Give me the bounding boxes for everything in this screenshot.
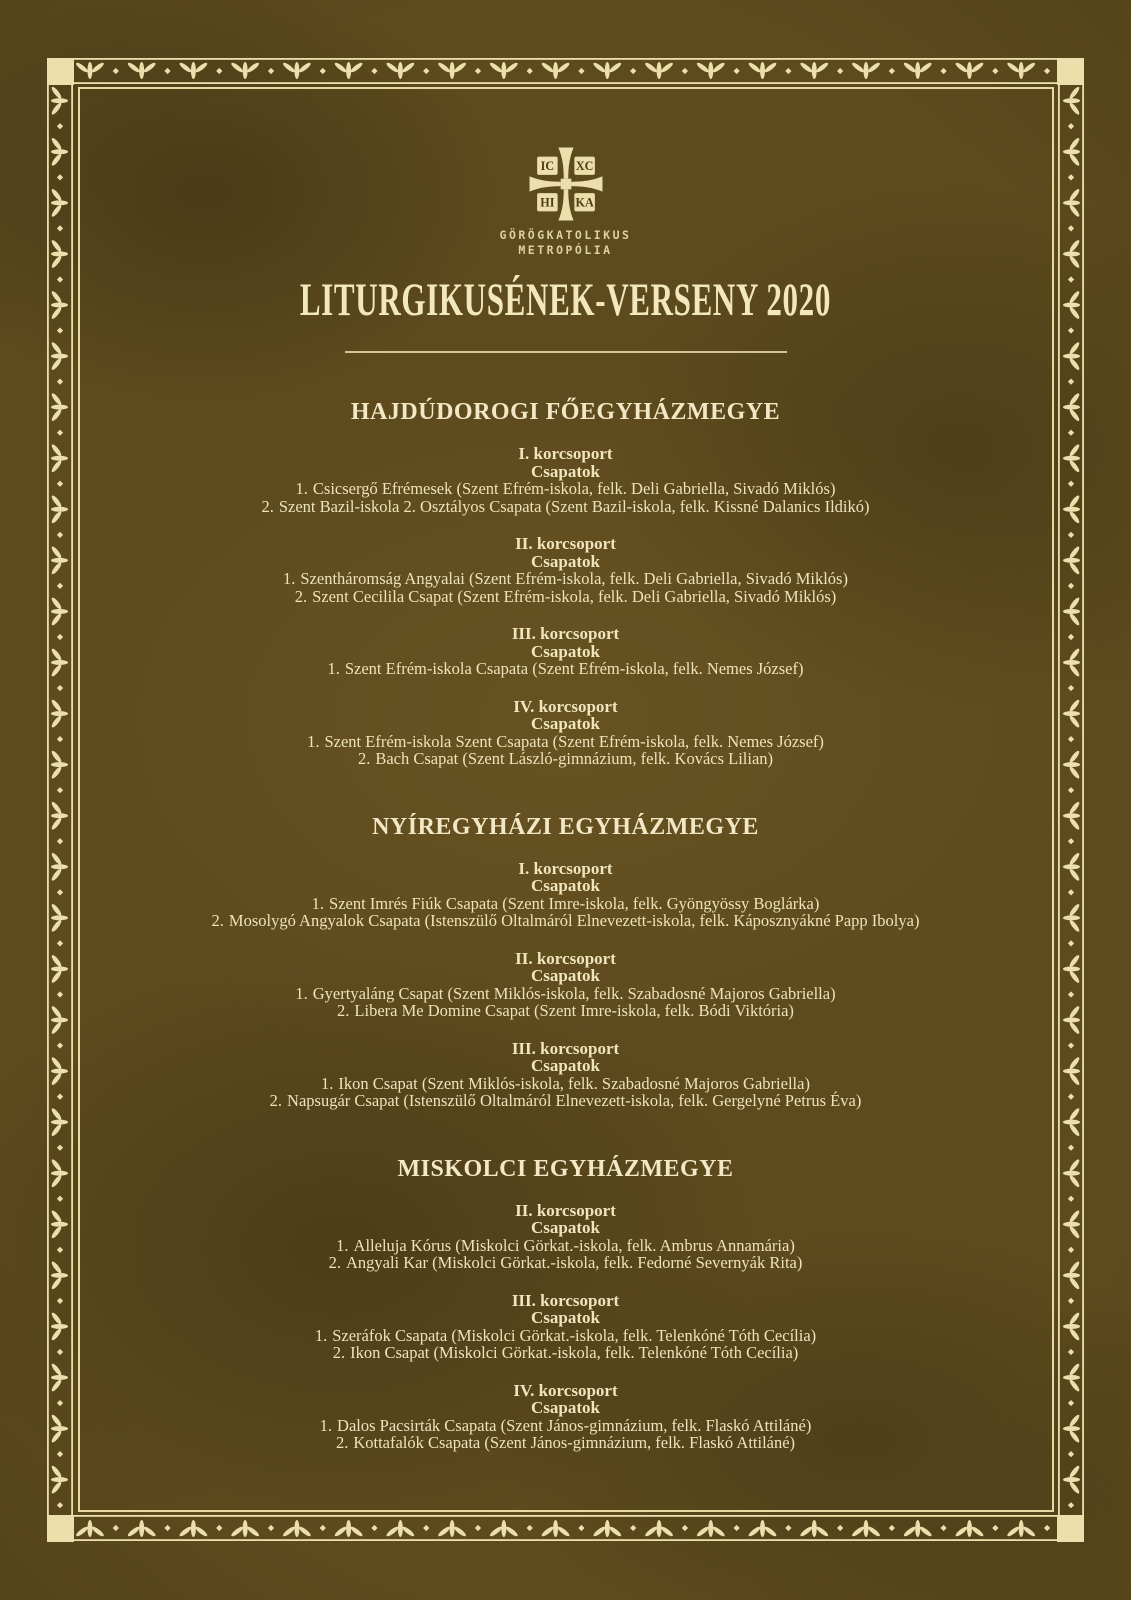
cross-letter-ka: KA xyxy=(575,195,594,210)
team-item xyxy=(0,1327,1131,1345)
age-group-label: II. korcsoport xyxy=(515,1200,616,1220)
team-number: 1. xyxy=(321,1073,334,1093)
diocese-title: NYÍREGYHÁZI EGYHÁZMEGYE xyxy=(372,813,759,840)
cross-letter-ic: IC xyxy=(540,158,554,173)
team-list xyxy=(0,480,1131,515)
age-group-block xyxy=(0,860,1131,930)
team-item xyxy=(0,1092,1131,1110)
team-item xyxy=(0,895,1131,913)
teams-label: Csapatok xyxy=(531,714,600,733)
team-item xyxy=(0,912,1131,930)
team-text: Szentháromság Angyalai (Szent Efrém-iskola, felk. Deli Gabriella, Sivadó Miklós) xyxy=(300,569,848,588)
team-text: Kottafalók Csapata (Szent János-gimnázium, felk. Flaskó Attiláné) xyxy=(353,1433,796,1452)
title-divider xyxy=(345,351,787,353)
team-list xyxy=(0,660,1131,678)
team-text: Alleluja Kórus (Miskolci Görkat.-iskola, felk. Ambrus Annamária) xyxy=(353,1235,795,1255)
groups-container xyxy=(0,860,1131,1110)
teams-label: Csapatok xyxy=(531,966,600,985)
org-name-line1: GÖRÖGKATOLIKUS xyxy=(499,228,632,242)
team-number: 1. xyxy=(311,893,325,913)
age-group-label: II. korcsoport xyxy=(515,534,616,553)
age-group-block xyxy=(0,535,1131,605)
age-group-block xyxy=(0,698,1131,768)
page-title-text: LITURGIKUSÉNEK-VERSENY 2020 xyxy=(299,274,832,326)
team-text: Angyali Kar (Miskolci Görkat.-iskola, felk. Fedorné Severnyák Rita) xyxy=(345,1253,803,1272)
teams-label: Csapatok xyxy=(531,1218,600,1237)
team-number: 2. xyxy=(211,911,224,930)
team-text: Dalos Pacsirták Csapata (Szent János-gimnázium, felk. Flaskó Attiláné) xyxy=(337,1415,812,1435)
team-item xyxy=(0,660,1131,678)
team-text: Gyertyaláng Csapat (Szent Miklós-iskola, felk. Szabadosné Majoros Gabriella) xyxy=(312,983,836,1003)
team-number: 1. xyxy=(295,983,308,1003)
team-item xyxy=(0,498,1131,516)
team-text: Szent Efrém-iskola Szent Csapata (Szent Efrém-iskola, felk. Nemes József) xyxy=(324,731,824,751)
cross-letter-ni: HI xyxy=(539,195,554,210)
age-group-block xyxy=(0,445,1131,515)
age-group-block xyxy=(0,1202,1131,1272)
team-list xyxy=(0,1327,1131,1362)
team-number: 2. xyxy=(332,1343,346,1362)
team-list xyxy=(0,733,1131,768)
age-group-label: I. korcsoport xyxy=(518,858,613,878)
cross-letter-xc: XC xyxy=(575,158,593,173)
age-group-block xyxy=(0,1292,1131,1362)
team-item xyxy=(0,733,1131,751)
team-item xyxy=(0,480,1131,498)
groups-container xyxy=(0,1202,1131,1452)
age-group-block xyxy=(0,950,1131,1020)
team-number: 1. xyxy=(314,1325,328,1345)
team-number: 2. xyxy=(269,1091,283,1110)
team-item xyxy=(0,1002,1131,1020)
team-text: Napsugár Csapat (Istenszülő Oltalmáról Elnevezett-iskola, felk. Gergelyné Petrus Éva) xyxy=(287,1091,862,1110)
team-number: 1. xyxy=(319,1415,333,1435)
teams-label: Csapatok xyxy=(531,1056,600,1075)
age-group-block xyxy=(0,625,1131,678)
ic-xc-nika-cross-icon xyxy=(525,146,607,222)
age-group-label: III. korcsoport xyxy=(511,1290,620,1310)
team-list xyxy=(0,1417,1131,1452)
team-text: Libera Me Domine Csapat (Szent Imre-iskola, felk. Bódi Viktória) xyxy=(354,1001,794,1020)
team-item xyxy=(0,1075,1131,1093)
border-corner-bottom-right xyxy=(1057,1515,1084,1542)
team-list xyxy=(0,1237,1131,1272)
team-list xyxy=(0,570,1131,605)
age-group-label: III. korcsoport xyxy=(511,624,620,643)
team-number: 2. xyxy=(294,586,308,606)
groups-container xyxy=(0,445,1131,768)
age-group-block xyxy=(0,1382,1131,1452)
diocese-section xyxy=(0,399,1131,768)
teams-label: Csapatok xyxy=(531,641,600,661)
team-number: 1. xyxy=(336,1235,349,1255)
team-text: Bach Csapat (Szent László-gimnázium, felk. Kovács Lilian) xyxy=(375,749,774,768)
diocese-section xyxy=(0,814,1131,1110)
team-number: 1. xyxy=(295,479,308,498)
team-item xyxy=(0,1344,1131,1362)
team-item xyxy=(0,1417,1131,1435)
team-text: Mosolygó Angyalok Csapata (Istenszülő Oltalmáról Elnevezett-iskola, felk. Káposznyákné Papp Ibolya) xyxy=(228,911,920,930)
team-text: Szent Efrém-iskola Csapata (Szent Efrém-iskola, felk. Nemes József) xyxy=(344,659,804,678)
team-number: 1. xyxy=(307,731,320,751)
teams-label: Csapatok xyxy=(531,461,600,481)
team-list xyxy=(0,1075,1131,1110)
team-item xyxy=(0,985,1131,1003)
team-number: 2. xyxy=(328,1253,341,1272)
team-item xyxy=(0,1434,1131,1452)
logo xyxy=(0,146,1131,257)
team-number: 2. xyxy=(261,496,274,516)
age-group-label: I. korcsoport xyxy=(518,444,613,463)
age-group-label: IV. korcsoport xyxy=(513,696,618,716)
team-item xyxy=(0,570,1131,588)
team-text: Ikon Csapat (Miskolci Görkat.-iskola, felk. Telenkóné Tóth Cecília) xyxy=(350,1343,799,1362)
age-group-label: III. korcsoport xyxy=(511,1038,620,1058)
diocese-title: HAJDÚDOROGI FŐEGYHÁZMEGYE xyxy=(350,399,781,425)
team-number: 2. xyxy=(335,1433,349,1452)
teams-label: Csapatok xyxy=(531,1398,600,1417)
teams-label: Csapatok xyxy=(531,551,600,571)
team-number: 1. xyxy=(283,569,296,588)
teams-label: Csapatok xyxy=(531,1308,600,1327)
team-number: 1. xyxy=(327,659,340,678)
diocese-section xyxy=(0,1156,1131,1452)
org-name-line2: METROPÓLIA xyxy=(518,243,613,257)
team-text: Szent Imrés Fiúk Csapata (Szent Imre-iskola, felk. Gyöngyössy Boglárka) xyxy=(329,893,820,913)
team-text: Szeráfok Csapata (Miskolci Görkat.-iskola, felk. Telenkóné Tóth Cecília) xyxy=(332,1325,817,1345)
age-group-block xyxy=(0,1040,1131,1110)
age-group-label: IV. korcsoport xyxy=(513,1380,618,1400)
team-text: Ikon Csapat (Szent Miklós-iskola, felk. Szabadosné Majoros Gabriella) xyxy=(338,1073,810,1093)
border-corner-bottom-left xyxy=(47,1515,74,1542)
team-text: Szent Cecilila Csapat (Szent Efrém-iskola, felk. Deli Gabriella, Sivadó Miklós) xyxy=(312,586,837,606)
team-number: 2. xyxy=(337,1001,350,1020)
border-bottom-ornament xyxy=(74,1515,1057,1541)
team-list xyxy=(0,895,1131,930)
team-number: 2. xyxy=(357,749,371,768)
team-item xyxy=(0,588,1131,606)
team-item xyxy=(0,750,1131,768)
age-group-label: II. korcsoport xyxy=(515,948,616,968)
page-title xyxy=(0,274,1131,326)
teams-label: Csapatok xyxy=(531,876,600,895)
team-text: Szent Bazil-iskola 2. Osztályos Csapata (Szent Bazil-iskola, felk. Kissné Dalanics Ildikó) xyxy=(278,496,870,516)
sections-container xyxy=(0,399,1131,1452)
team-text: Csicsergő Efrémesek (Szent Efrém-iskola, felk. Deli Gabriella, Sivadó Miklós) xyxy=(312,479,836,498)
team-item xyxy=(0,1237,1131,1255)
diocese-title: MISKOLCI EGYHÁZMEGYE xyxy=(397,1155,734,1182)
team-item xyxy=(0,1254,1131,1272)
team-list xyxy=(0,985,1131,1020)
